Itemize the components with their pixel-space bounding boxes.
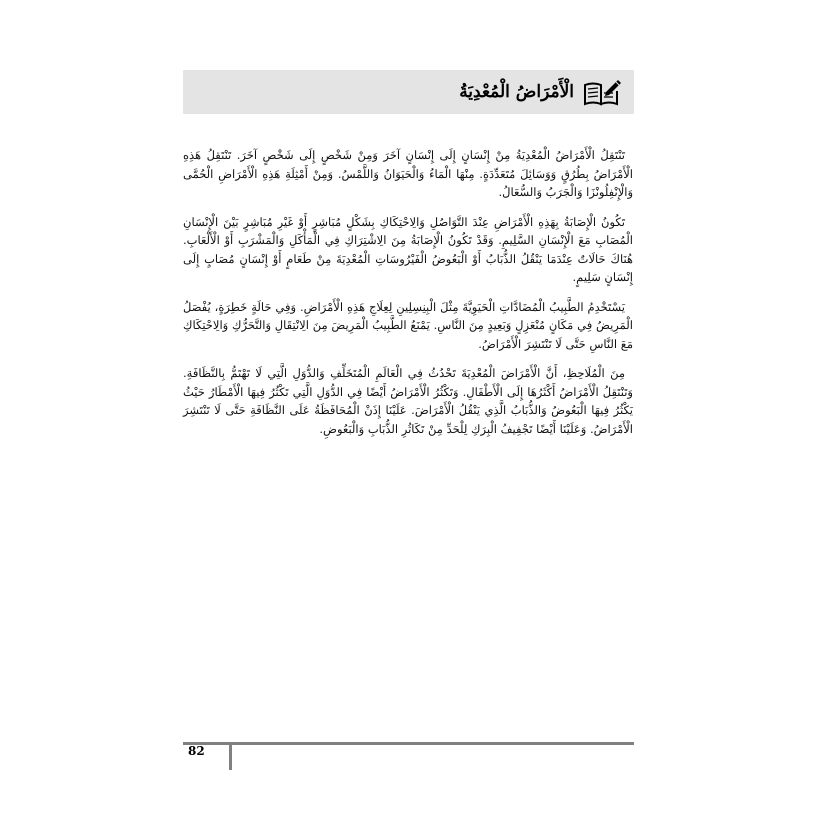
section-header (183, 70, 634, 114)
section-header-content (459, 76, 622, 108)
footer-divider (183, 742, 634, 745)
article-body (183, 146, 633, 449)
page-number: 82 (188, 744, 205, 758)
page-title: الْأَمْرَاضُ الْمُعْدِيَةُ (459, 82, 574, 102)
footer-vertical-divider (229, 742, 232, 770)
paragraph: تَكُونُ الْإِصَابَةُ بِهَذِهِ الْأَمْرَاضِ عِنْدَ التَّوَاصُلِ وَالِاحْتِكَاكِ بِشَكْلٍ مُبَاشِرٍ أَوْ غَيْرِ مُبَاشِرٍ بَيْنَ الْإِنْسَانِ الْمُصَابِ مَعَ الْإِنْسَانِ السَّلِيمِ. وَقَدْ تَكُونُ الْإِصَابَةُ مِنَ الِاشْتِرَاكِ فِي الْمَأْكَلِ وَالْمَشْرَبِ أَوْ الْأَلْعَابِ. هُنَاكَ حَالَاتٌ عِنْدَمَا يَنْقُلُ الذُّبَابُ أَوْ الْبَعُوضُ الْفَيْرُوسَاتِ الْمُعْدِيَةَ مِنْ طَعَامٍ أَوْ إِنْسَانٍ مُصَابٍ إِلَى إِنْسَانٍ سَلِيمٍ. (183, 214, 633, 284)
paragraph: تَنْتَقِلُ الْأَمْرَاضُ الْمُعْدِيَةُ مِنْ إِنْسَانٍ إِلَى إِنْسَانٍ آخَرَ وَمِنْ شَخْصٍ إِلَى شَخْصٍ آخَرَ. تَنْتَقِلُ هَذِهِ الْأَمْرَاضُ بِطُرُقٍ وَوَسَائِلَ مُتَعَدِّدَةٍ. مِنْهَا الْمَاءُ وَالْحَيَوَانُ وَاللَّمْسُ. وَمِنْ أَمْثِلَةِ هَذِهِ الْأَمْرَاضِ الْحُمَّى وَالْإِنْفِلُونْزَا وَالْجَرَبُ وَالسُّعَالُ. (183, 148, 633, 199)
book-pencil-icon (582, 77, 622, 107)
paragraph: مِنَ الْمُلَاحِظِ، أَنَّ الْأَمْرَاضَ الْمُعْدِيَةَ تَحْدُثُ فِي الْعَالَمِ الْمُتَخَلِّفِ وَالدُّوَلِ الَّتِي لَا تَهْتَمُّ بِالنَّظَافَةِ. وَتَنْتَقِلُ الْأَمْرَاضُ أَكْثَرُهَا إِلَى الْأَطْفَالِ. وَتَكْثُرُ الْأَمْرَاضُ أَيْضًا فِي الدُّوَلِ الَّتِي تَكْثُرُ فِيهَا الْأَمْطَارُ حَيْثُ يَكْثُرُ فِيهَا الْبَعُوضُ وَالذُّبَابُ الَّذِي يَنْقُلُ الْأَمْرَاضَ. عَلَيْنَا إِذَنْ الْمُحَافَظَةُ عَلَى النَّظَافَةِ حَتَّى لَا تَنْتَشِرَ الْأَمْرَاضُ. وَعَلَيْنَا أَيْضًا تَجْفِيفُ الْبِرَكِ لِلْحَدِّ مِنْ تَكَاثُرِ الذُّبَابِ وَالْبَعُوضِ. (183, 366, 633, 436)
paragraph: يَسْتَخْدِمُ الطَّبِيبُ الْمُضَادَّاتِ الْحَيَوِيَّةَ مِثْلَ الْبِنِسِلِينِ لِعِلَاجِ هَذِهِ الْأَمْرَاضِ. وَفِي حَالَةٍ خَطِرَةٍ، يُفْصَلُ الْمَرِيضُ فِي مَكَانٍ مُنْعَزِلٍ وَبَعِيدٍ مِنَ النَّاسِ. يَمْنَعُ الطَّبِيبُ الْمَرِيضَ مِنَ الِانْتِقَالِ وَالتَّحَرُّكِ وَالِاحْتِكَاكِ مَعَ النَّاسِ حَتَّى لَا تَنْتَشِرَ الْأَمْرَاضُ. (183, 299, 633, 351)
